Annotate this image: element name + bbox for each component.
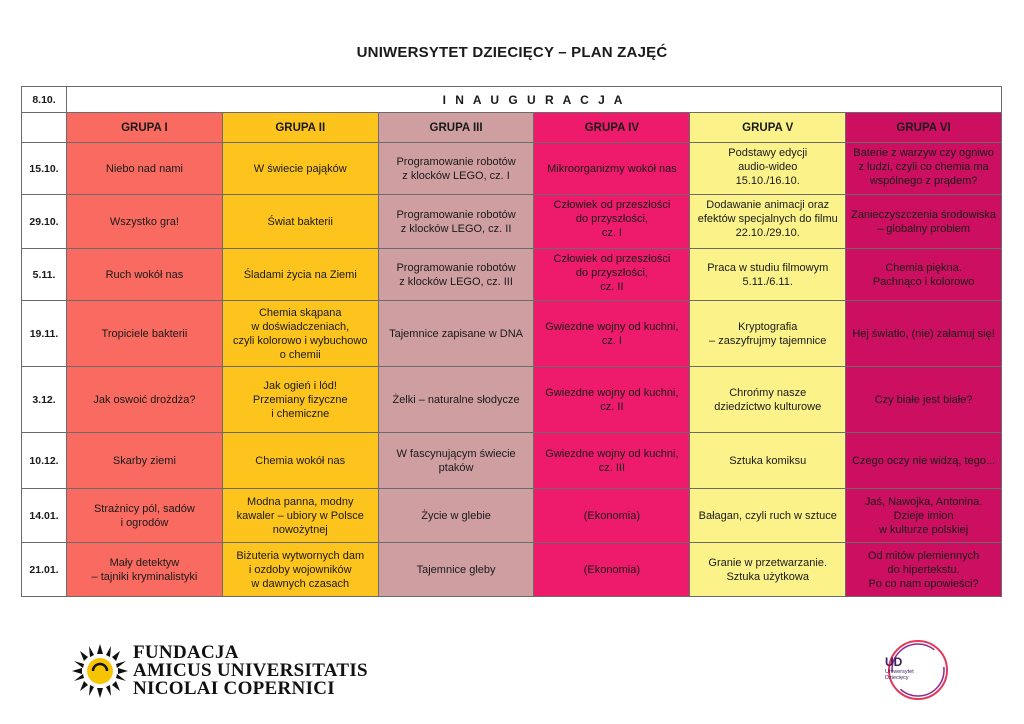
- class-cell-group-3: Żelki – naturalne słodycze: [378, 367, 534, 433]
- class-cell-group-4: Gwiezdne wojny od kuchni, cz. II: [534, 367, 690, 433]
- row-date: 5.11.: [22, 249, 67, 301]
- class-cell-group-1: Strażnicy pól, sadów i ogrodów: [67, 489, 223, 543]
- row-date: 29.10.: [22, 195, 67, 249]
- page-title: UNIWERSYTET DZIECIĘCY – PLAN ZAJĘĆ: [356, 44, 668, 61]
- class-cell-group-3: Tajemnice gleby: [378, 543, 534, 597]
- group-header-3: GRUPA III: [378, 113, 534, 143]
- class-cell-group-5: Sztuka komiksu: [690, 433, 846, 489]
- class-cell-group-3: Programowanie robotów z klocków LEGO, cz. III: [378, 249, 534, 301]
- ud-logo-subtext: [885, 669, 951, 681]
- inauguration-label: I N A U G U R A C J A: [67, 87, 1002, 113]
- header-empty-cell: [22, 113, 67, 143]
- class-cell-group-1: Wszystko gra!: [67, 195, 223, 249]
- class-cell-group-6: Czy białe jest białe?: [846, 367, 1002, 433]
- class-cell-group-4: Gwiezdne wojny od kuchni, cz. III: [534, 433, 690, 489]
- schedule-row: [22, 143, 1002, 195]
- row-date: 3.12.: [22, 367, 67, 433]
- class-cell-group-4: (Ekonomia): [534, 543, 690, 597]
- row-date: 10.12.: [22, 433, 67, 489]
- class-cell-group-5: Granie w przetwarzanie. Sztuka użytkowa: [690, 543, 846, 597]
- inauguration-date: 8.10.: [22, 87, 67, 113]
- row-date: 15.10.: [22, 143, 67, 195]
- class-cell-group-4: Mikroorganizmy wokół nas: [534, 143, 690, 195]
- row-date: 19.11.: [22, 301, 67, 367]
- class-cell-group-1: Skarby ziemi: [67, 433, 223, 489]
- class-cell-group-5: Praca w studiu filmowym 5.11./6.11.: [690, 249, 846, 301]
- schedule-row: [22, 367, 1002, 433]
- class-cell-group-5: Kryptografia – zaszyfrujmy tajemnice: [690, 301, 846, 367]
- class-cell-group-5: Podstawy edycji audio-wideo 15.10./16.10.: [690, 143, 846, 195]
- row-date: 21.01.: [22, 543, 67, 597]
- class-cell-group-1: Tropiciele bakterii: [67, 301, 223, 367]
- schedule-row: [22, 301, 1002, 367]
- sun-icon: [72, 644, 128, 698]
- schedule-row: [22, 195, 1002, 249]
- class-cell-group-2: Biżuteria wytwornych dam i ozdoby wojowników w dawnych czasach: [222, 543, 378, 597]
- class-cell-group-5: Chrońmy nasze dziedzictwo kulturowe: [690, 367, 846, 433]
- class-cell-group-5: Dodawanie animacji oraz efektów specjalnych do filmu 22.10./29.10.: [690, 195, 846, 249]
- ud-logo-text: UD: [885, 655, 903, 669]
- class-cell-group-2: W świecie pająków: [222, 143, 378, 195]
- ud-circle-logo: [885, 637, 951, 703]
- class-cell-group-3: Tajemnice zapisane w DNA: [378, 301, 534, 367]
- class-cell-group-6: Baterie z warzyw czy ogniwo z ludzi, czyli co chemia ma wspólnego z prądem?: [846, 143, 1002, 195]
- class-cell-group-4: Człowiek od przeszłości do przyszłości, cz. II: [534, 249, 690, 301]
- group-header-4: GRUPA IV: [534, 113, 690, 143]
- class-cell-group-3: Programowanie robotów z klocków LEGO, cz. II: [378, 195, 534, 249]
- schedule-row: [22, 489, 1002, 543]
- foundation-name: [133, 644, 368, 698]
- class-cell-group-6: Zanieczyszczenia środowiska – globalny problem: [846, 195, 1002, 249]
- class-cell-group-6: Od mitów plemiennych do hipertekstu. Po co nam opowieści?: [846, 543, 1002, 597]
- group-header-row: [22, 113, 1002, 143]
- schedule-row: [22, 543, 1002, 597]
- foundation-line-1: FUNDACJA: [133, 642, 239, 663]
- ud-logo-line-2: Dziecięcy: [885, 675, 909, 681]
- class-cell-group-2: Chemia skąpana w doświadczeniach, czyli kolorowo i wybuchowo o chemii: [222, 301, 378, 367]
- schedule-table: [21, 86, 1002, 597]
- class-cell-group-2: Jak ogień i lód! Przemiany fizyczne i chemiczne: [222, 367, 378, 433]
- class-cell-group-5: Bałagan, czyli ruch w sztuce: [690, 489, 846, 543]
- class-cell-group-4: Człowiek od przeszłości do przyszłości, cz. I: [534, 195, 690, 249]
- row-date: 14.01.: [22, 489, 67, 543]
- foundation-line-3: NICOLAI COPERNICI: [133, 678, 335, 699]
- class-cell-group-1: Niebo nad nami: [67, 143, 223, 195]
- class-cell-group-2: Chemia wokół nas: [222, 433, 378, 489]
- class-cell-group-6: Hej światło, (nie) załamuj się!: [846, 301, 1002, 367]
- class-cell-group-2: Śladami życia na Ziemi: [222, 249, 378, 301]
- class-cell-group-3: Programowanie robotów z klocków LEGO, cz. I: [378, 143, 534, 195]
- class-cell-group-3: Życie w glebie: [378, 489, 534, 543]
- class-cell-group-4: Gwiezdne wojny od kuchni, cz. I: [534, 301, 690, 367]
- ud-logo-line-1: Uniwersytet: [885, 669, 914, 675]
- class-cell-group-3: W fascynującym świecie ptaków: [378, 433, 534, 489]
- schedule-row: [22, 249, 1002, 301]
- inauguration-row: [22, 87, 1002, 113]
- class-cell-group-1: Jak oswoić drożdża?: [67, 367, 223, 433]
- class-cell-group-2: Świat bakterii: [222, 195, 378, 249]
- class-cell-group-6: Jaś, Nawojka, Antonina. Dzieje imion w kulturze polskiej: [846, 489, 1002, 543]
- foundation-line-2: AMICUS UNIVERSITATIS: [133, 660, 368, 681]
- schedule-row: [22, 433, 1002, 489]
- class-cell-group-2: Modna panna, modny kawaler – ubiory w Polsce nowożytnej: [222, 489, 378, 543]
- class-cell-group-1: Ruch wokół nas: [67, 249, 223, 301]
- class-cell-group-6: Chemia piękna. Pachnąco i kolorowo: [846, 249, 1002, 301]
- class-cell-group-6: Czego oczy nie widzą, tego...: [846, 433, 1002, 489]
- group-header-2: GRUPA II: [222, 113, 378, 143]
- group-header-6: GRUPA VI: [846, 113, 1002, 143]
- group-header-5: GRUPA V: [690, 113, 846, 143]
- foundation-logo: [72, 644, 372, 698]
- class-cell-group-4: (Ekonomia): [534, 489, 690, 543]
- group-header-1: GRUPA I: [67, 113, 223, 143]
- class-cell-group-1: Mały detektyw – tajniki kryminalistyki: [67, 543, 223, 597]
